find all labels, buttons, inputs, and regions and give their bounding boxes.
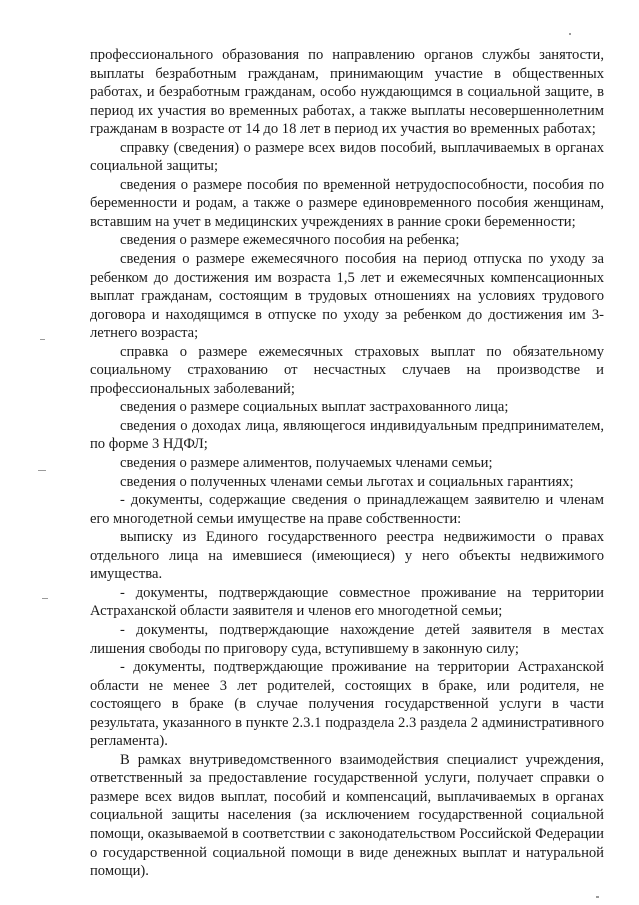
paragraph-cohabitation: - документы, подтверждающие совместное проживание на территории Астраханской области заявителя и членов его многодетной семьи; xyxy=(90,584,604,620)
scan-mark xyxy=(42,598,48,599)
paragraph-disability-maternity: сведения о размере пособия по временной нетрудоспособности, пособия по беременности и родам, а также о размере единовременного пособия женщинам, вставшим на учет в медицинских учреждениях в ранние сроки беременности; xyxy=(90,176,604,230)
paragraph-property-documents: - документы, содержащие сведения о принадлежащем заявителю и членам его многодетной семьи имуществе на праве собственности: xyxy=(90,492,604,527)
document-body xyxy=(90,46,604,881)
paragraph-childcare-leave: сведения о размере ежемесячного пособия на период отпуска по уходу за ребенком до достижения им возраста 1,5 лет и ежемесячных компенсационных выплат гражданам, состоящим в трудовых отношениях на условиях трудового договора и находящимся в отпуске по уходу за ребенком до достижения им 3-летнего возраста; xyxy=(90,251,604,342)
scan-mark xyxy=(596,896,599,898)
paragraph-interdepartmental: В рамках внутриведомственного взаимодействия специалист учреждения, ответственный за предоставление государственной услуги, получает справки о размере всех видов выплат, пособий и компенсаций, выплачиваемых в органах социальной защиты населения (за исключением государственной социальной помощи, оказываемой в соответствии с законодательством Российской Федерации о государственной социальной помощи в виде денежных выплат и натуральной помощи). xyxy=(90,751,604,880)
scan-mark xyxy=(569,33,571,35)
paragraph-social-payments: сведения о размере социальных выплат застрахованного лица; xyxy=(120,399,509,416)
paragraph-benefits-received: сведения о полученных членами семьи льготах и социальных гарантиях; xyxy=(120,473,574,490)
paragraph-imprisonment: - документы, подтверждающие нахождение детей заявителя в местах лишения свободы по приговору суда, вступившему в законную силу; xyxy=(90,621,604,657)
paragraph-entrepreneur-income: сведения о доходах лица, являющегося индивидуальным предпринимателем, по форме 3 НДФЛ; xyxy=(90,417,604,453)
paragraph-insurance-payments: справка о размере ежемесячных страховых выплат по обязательному социальному страхованию от несчастных случаев на производстве и профессиональных заболеваний; xyxy=(90,343,604,397)
scan-mark xyxy=(40,339,45,340)
paragraph-child-allowance: сведения о размере ежемесячного пособия на ребенка; xyxy=(120,232,460,249)
paragraph-employment-payments: профессионального образования по направлению органов службы занятости, выплаты безработным гражданам, принимающим участие в общественных работах, и безработным гражданам, особо нуждающимся в социальной защите, в период их участия во временных работах, а также выплаты несовершеннолетним гражданам в возрасте от 14 до 18 лет в период их участия во временных работах; xyxy=(90,47,604,138)
scan-mark xyxy=(38,470,46,471)
paragraph-residence: - документы, подтверждающие проживание на территории Астраханской области не менее 3 лет родителей, состоящих в браке, или родителя, не состоящего в браке (в случае получения государственной услуги в части результата, указанного в пункте 2.3.1 подраздела 2.3 раздела 2 административного регламента). xyxy=(90,659,604,750)
paragraph-benefits-certificate: справку (сведения) о размере всех видов пособий, выплачиваемых в органах социальной защиты; xyxy=(90,139,604,175)
paragraph-real-estate-extract: выписку из Единого государственного реестра недвижимости о правах отдельного лица на имевшиеся (имеющиеся) у него объекты недвижимого имущества. xyxy=(90,529,604,583)
paragraph-alimony: сведения о размере алиментов, получаемых членами семьи; xyxy=(120,455,493,472)
